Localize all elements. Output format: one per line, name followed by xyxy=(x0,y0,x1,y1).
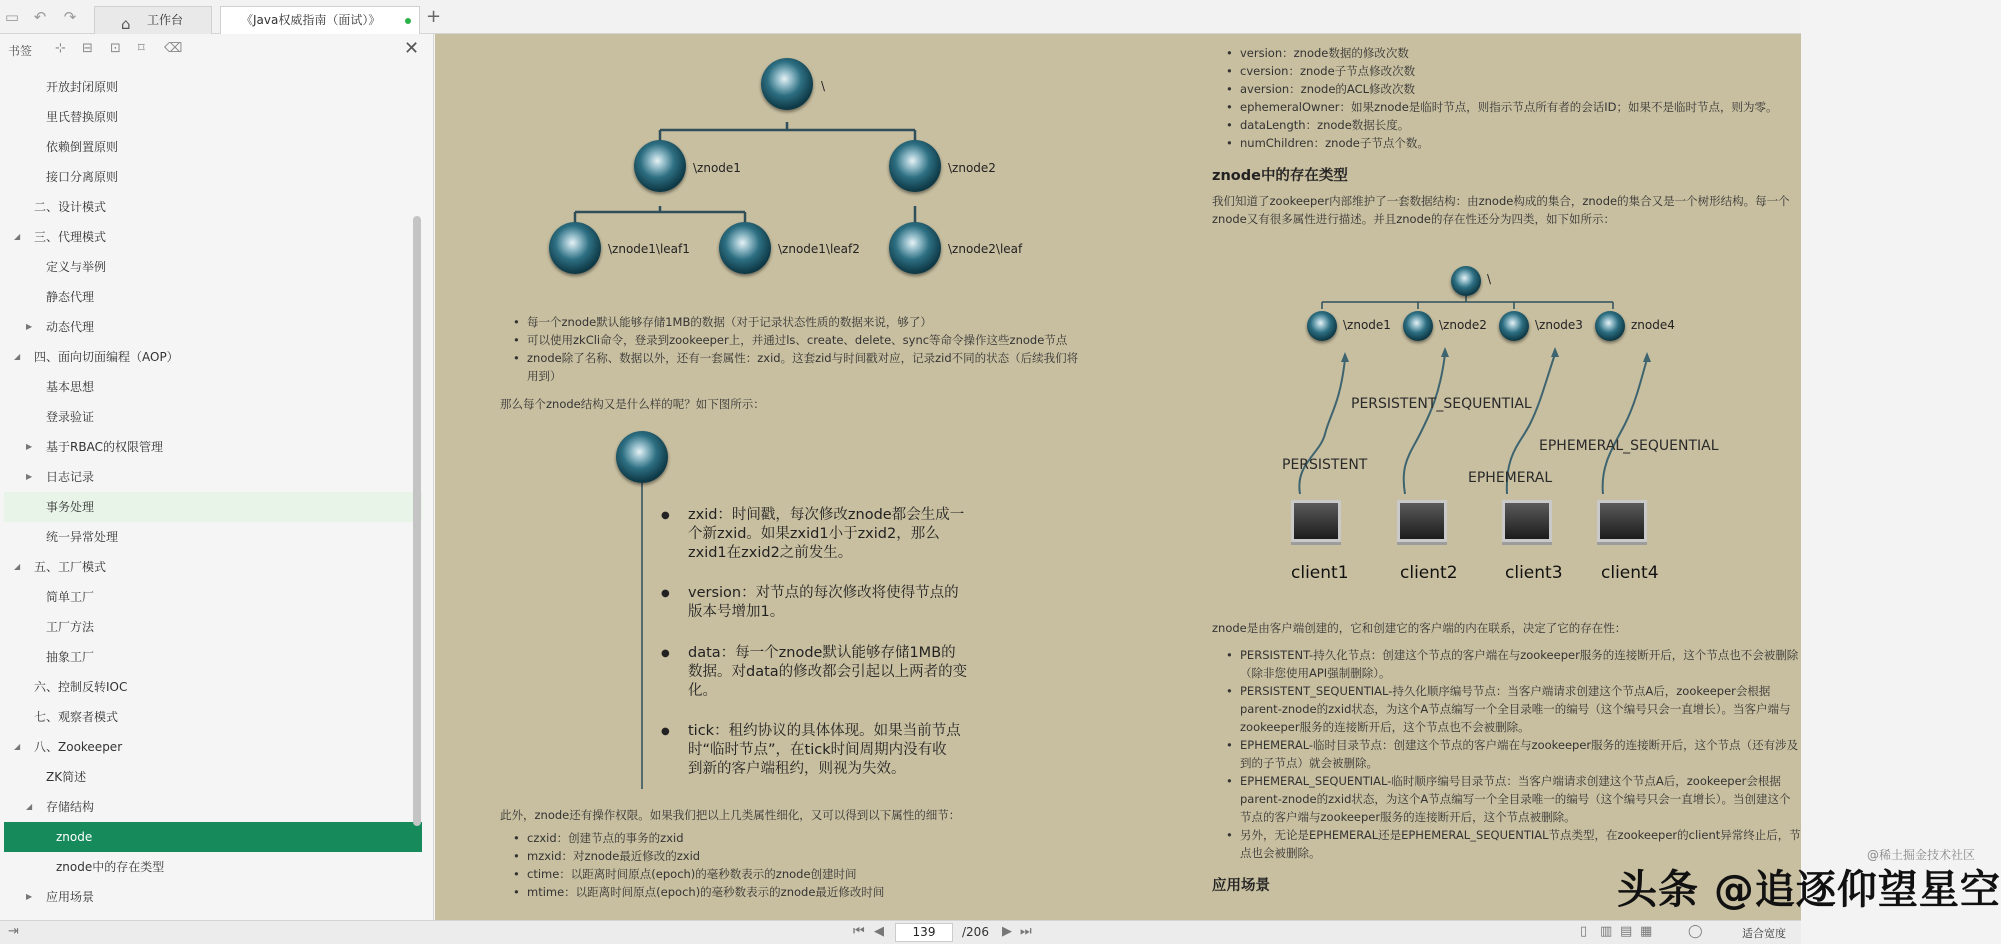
paragraph-line: 我们知道了zookeeper内部维护了一套数据结构：由znode构成的集合，znode的集合又是一个树形结构。每一个 xyxy=(1212,194,1790,208)
znode2-label: \znode2 xyxy=(948,161,996,175)
tab-home-label: 工作台 xyxy=(147,13,184,27)
list-line: • EPHEMERAL-临时目录节点：创建这个节点的客户端在与zookeeper服务的连接断开后，这个节点（还有涉及 xyxy=(1240,738,1799,752)
sidebar-item-label: 四、面向切面编程（AOP） xyxy=(34,350,179,364)
sidebar-item[interactable] xyxy=(4,672,422,702)
single-page-icon[interactable]: ▯ xyxy=(1580,924,1588,939)
sidebar-item-label: 事务处理 xyxy=(46,500,95,514)
type-label-persistent: PERSISTENT xyxy=(1282,457,1368,473)
delete-icon[interactable]: ⌫ xyxy=(164,41,183,56)
sidebar-item-label: 里氏替换原则 xyxy=(46,110,119,124)
list-item: • czxid：创建节点的事务的zxid xyxy=(527,829,684,847)
last-page-icon[interactable]: ⏭ xyxy=(1020,924,1032,939)
sidebar-item-label: 依赖倒置原则 xyxy=(46,140,119,154)
prop-line: 版本号增加1。 xyxy=(688,604,785,620)
unsaved-dot-icon xyxy=(405,18,411,24)
root-node-icon xyxy=(1451,266,1481,296)
sidebar-scrollbar[interactable] xyxy=(413,216,421,826)
prop-line: ● tick：租约协议的具体体现。如果当前节点 xyxy=(688,723,961,739)
redo-icon[interactable]: ↷ xyxy=(63,8,77,26)
type-label-persistent-sequential: PERSISTENT_SEQUENTIAL xyxy=(1351,396,1532,412)
sidebar-item-label: 定义与举例 xyxy=(46,260,107,274)
leaf1-icon xyxy=(549,222,601,274)
znode1-icon xyxy=(1307,311,1337,341)
znode1-label: \znode1 xyxy=(693,161,741,175)
question-text: 那么每个znode结构又是什么样的呢？如下图所示： xyxy=(500,397,765,411)
sidebar-item[interactable] xyxy=(4,702,422,732)
sidebar-item[interactable] xyxy=(4,102,422,132)
list-item: • ctime：以距离时间原点(epoch)的毫秒数表示的znode创建时间 xyxy=(527,865,857,883)
sidebar-item-label: 七、观察者模式 xyxy=(34,710,119,724)
top-toolbar xyxy=(0,0,1801,34)
home-icon: ⌂ xyxy=(121,15,131,33)
list-line: 节点的客户端与zookeeper服务的连接断开后，这个节点被删除。 xyxy=(1240,810,1576,824)
sidebar-item-label: 接口分离原则 xyxy=(46,170,119,184)
sidebar-item[interactable] xyxy=(4,492,422,522)
root-node-label: \ xyxy=(821,79,826,93)
save-icon[interactable]: ▭ xyxy=(4,8,20,26)
sidebar-item[interactable] xyxy=(4,822,422,852)
sidebar-item-label: znode xyxy=(56,830,93,844)
sidebar-item-label: 基于RBAC的权限管理 xyxy=(46,440,163,454)
znode-icon xyxy=(616,431,668,483)
list-item: • cversion：znode子节点修改次数 xyxy=(1240,62,1415,80)
sidebar-item-label: 三、代理模式 xyxy=(34,230,107,244)
page-number-input[interactable]: 139 xyxy=(895,923,953,942)
sidebar-item-label: 登录验证 xyxy=(46,410,95,424)
list-item xyxy=(1240,646,1798,682)
sidebar-item[interactable] xyxy=(4,462,422,492)
computer-icon xyxy=(1291,500,1341,542)
leaf2-label: \znode1\leaf2 xyxy=(778,242,860,256)
expanded-arrow-icon[interactable]: ◢ xyxy=(14,352,21,361)
list-line: 点也会被删除。 xyxy=(1240,846,1321,860)
sidebar-item[interactable] xyxy=(4,222,422,252)
paragraph-line: znode是由客户端创建的，它和创建它的客户端的内在联系，决定了它的存在性： xyxy=(1212,621,1627,635)
add-bookmark-icon[interactable]: ⊡ xyxy=(110,41,121,56)
tab-home[interactable] xyxy=(94,6,212,34)
paragraph-line: znode又有很多属性进行描述。并且znode的存在性还分为四类，如下如所示： xyxy=(1212,212,1615,226)
type-label-ephemeral: EPHEMERAL xyxy=(1468,470,1553,486)
list-item: • version：znode数据的修改次数 xyxy=(1240,44,1409,62)
znode2-icon xyxy=(889,140,941,192)
list-item xyxy=(1240,682,1791,736)
tab-document-label: 《Java权威指南（面试）》 xyxy=(241,13,381,27)
list-item: • ephemeralOwner：如果znode是临时节点，则指示节点所有者的会话ID；如果不是临时节点，则为零。 xyxy=(1240,98,1778,116)
list-line: parent-znode的zxid状态，为这个A节点编写一个全目录唯一的编号（这个编号只会一直增长）。当创建这个 xyxy=(1240,792,1791,806)
sidebar-item-label: 应用场景 xyxy=(46,890,95,904)
znode1-icon xyxy=(634,140,686,192)
list-item xyxy=(1240,736,1798,772)
list-item: • mzxid：对znode最近修改的zxid xyxy=(527,847,700,865)
list-item: • dataLength：znode数据长度。 xyxy=(1240,116,1409,134)
section-heading: znode中的存在类型 xyxy=(1212,168,1348,184)
leaf2-icon xyxy=(719,222,771,274)
expanded-arrow-icon[interactable]: ◢ xyxy=(26,802,33,811)
watermark: 头条 @追逐仰望星空 xyxy=(1617,867,2001,913)
prop-version xyxy=(688,584,959,622)
list-item: • numChildren：znode子节点个数。 xyxy=(1240,134,1429,152)
close-icon[interactable]: ✕ xyxy=(404,38,420,59)
sidebar-item[interactable] xyxy=(4,612,422,642)
list-line: • PERSISTENT_SEQUENTIAL-持久化顺序编号节点：当客户端请求创建这个节点A后，zookeeper会根据 xyxy=(1240,684,1771,698)
znode1-label: \znode1 xyxy=(1343,318,1391,332)
prop-line: 时“临时节点”，在tick时间周期内没有收 xyxy=(688,742,947,758)
bookmark-sidebar xyxy=(0,34,434,920)
status-bar xyxy=(0,920,1801,944)
sidebar-item[interactable] xyxy=(4,642,422,672)
section-heading: 应用场景 xyxy=(1212,878,1270,894)
expand-all-icon[interactable]: ⊹ xyxy=(55,41,66,56)
sidebar-toggle-icon[interactable]: ⇥ xyxy=(8,924,19,939)
prop-line: 化。 xyxy=(688,683,717,699)
prop-line: ● data：每一个znode默认能够存储1MB的 xyxy=(688,645,956,661)
fit-width-label[interactable]: 适合宽度 xyxy=(1742,927,1786,940)
sidebar-item-label: 工厂方法 xyxy=(46,620,95,634)
list-line: • 另外，无论是EPHEMERAL还是EPHEMERAL_SEQUENTIAL节点类型，在zookeeper的client异常终止后，节 xyxy=(1240,828,1801,842)
expanded-arrow-icon[interactable]: ◢ xyxy=(14,742,21,751)
expanded-arrow-icon[interactable]: ◢ xyxy=(14,232,21,241)
znode2-leaf-icon xyxy=(889,222,941,274)
next-page-icon[interactable]: ▶ xyxy=(1002,924,1012,939)
new-tab-button[interactable]: + xyxy=(426,6,442,27)
computer-icon xyxy=(1397,500,1447,542)
sidebar-item[interactable] xyxy=(4,882,422,912)
znode3-label: \znode3 xyxy=(1535,318,1583,332)
sidebar-item-label: 二、设计模式 xyxy=(34,200,107,214)
sidebar-item[interactable] xyxy=(4,192,422,222)
sidebar-item[interactable] xyxy=(4,282,422,312)
double-page-icon[interactable]: ▥ xyxy=(1600,924,1613,939)
sidebar-item[interactable] xyxy=(4,432,422,462)
root-node-label: \ xyxy=(1487,272,1492,286)
collapsed-arrow-icon[interactable]: ▶ xyxy=(26,472,33,481)
znode2-icon xyxy=(1403,311,1433,341)
list-line: zookeeper服务的连接断开后，这个节点也不会被删除。 xyxy=(1240,720,1530,734)
sidebar-item-label: 抽象工厂 xyxy=(46,650,95,664)
document-page xyxy=(435,34,2001,920)
prop-line: zxid1在zxid2之前发生。 xyxy=(688,545,853,561)
sidebar-item[interactable] xyxy=(4,162,422,192)
sidebar-item[interactable] xyxy=(4,72,422,102)
sidebar-item[interactable] xyxy=(4,312,422,342)
list-item xyxy=(1240,772,1791,826)
sidebar-item[interactable] xyxy=(4,402,422,432)
page-total: /206 xyxy=(962,925,989,939)
list-line: 到的子节点）就会被删除。 xyxy=(1240,756,1378,770)
sidebar-header xyxy=(0,34,434,64)
znode2-label: \znode2 xyxy=(1439,318,1487,332)
list-item: • 可以使用zkCli命令，登录到zookeeper上，并通过ls、create、delete、sync等命令操作这些znode节点 xyxy=(527,331,1067,349)
list-item: • znode除了名称、数据以外，还有一套属性：zxid。这套zid与时间戳对应，记录zid不同的状态（后续我们将 xyxy=(527,349,1078,367)
sidebar-item-label: 八、Zookeeper xyxy=(34,740,123,754)
first-page-icon[interactable]: ⏮ xyxy=(853,924,865,939)
sidebar-item-label: 六、控制反转IOC xyxy=(34,680,128,694)
more-text: 此外，znode还有操作权限。如果我们把以上几类属性细化，又可以得到以下属性的细节： xyxy=(500,808,961,822)
list-line: • PERSISTENT-持久化节点：创建这个节点的客户端在与zookeeper服务的连接断开后，这个节点也不会被删除 xyxy=(1240,648,1799,662)
list-item: • mtime：以距离时间原点(epoch)的毫秒数表示的znode最近修改时间 xyxy=(527,883,884,901)
expanded-arrow-icon[interactable]: ◢ xyxy=(14,562,21,571)
prop-tick xyxy=(688,722,961,779)
prop-line: ● zxid：时间戳，每次修改znode都会生成一 xyxy=(688,507,965,523)
leaf1-label: \znode1\leaf1 xyxy=(608,242,690,256)
sidebar-item[interactable] xyxy=(4,552,422,582)
sidebar-item-label: 日志记录 xyxy=(46,470,95,484)
computer-icon xyxy=(1502,500,1552,542)
root-node-icon xyxy=(761,58,813,110)
znode3-icon xyxy=(1499,311,1529,341)
book-icon[interactable]: ▦ xyxy=(1640,924,1653,939)
collapsed-arrow-icon[interactable]: ▶ xyxy=(26,322,33,331)
znode4-icon xyxy=(1595,311,1625,341)
prop-line: ● version：对节点的每次修改将使得节点的 xyxy=(688,585,959,601)
client3-label: client3 xyxy=(1505,563,1563,583)
continuous-icon[interactable]: ▤ xyxy=(1620,924,1633,939)
prop-line: 到新的客户端租约，则视为失效。 xyxy=(688,761,906,777)
sidebar-item[interactable] xyxy=(4,132,422,162)
client2-label: client2 xyxy=(1400,563,1458,583)
list-item: • aversion：znode的ACL修改次数 xyxy=(1240,80,1415,98)
prev-page-icon[interactable]: ◀ xyxy=(874,924,884,939)
watermark-secondary: @稀土掘金技术社区 xyxy=(1867,848,1976,862)
sidebar-item[interactable] xyxy=(4,852,422,882)
znode2-leaf-label: \znode2\leaf xyxy=(948,242,1023,256)
prop-line: 个新zxid。如果zxid1小于zxid2，那么 xyxy=(688,526,940,542)
undo-icon[interactable]: ↶ xyxy=(33,8,47,26)
collapse-all-icon[interactable]: ⊟ xyxy=(82,41,93,56)
type-label-ephemeral-sequential: EPHEMERAL_SEQUENTIAL xyxy=(1539,438,1719,454)
sidebar-title: 书签 xyxy=(8,44,33,58)
sidebar-item-label: 动态代理 xyxy=(46,320,95,334)
computer-icon xyxy=(1597,500,1647,542)
list-line: parent-znode的zxid状态，为这个A节点编写一个全目录唯一的编号（这个编号只会一直增长）。当客户端与 xyxy=(1240,702,1791,716)
sidebar-item-label: ZK简述 xyxy=(46,770,87,784)
list-item: • 每一个znode默认能够存储1MB的数据（对于记录状态性质的数据来说，够了） xyxy=(527,313,932,331)
prop-data xyxy=(688,644,967,701)
sidebar-item[interactable] xyxy=(4,252,422,282)
client1-label: client1 xyxy=(1291,563,1349,583)
sidebar-item[interactable] xyxy=(4,732,422,762)
collapsed-arrow-icon[interactable]: ▶ xyxy=(26,442,33,451)
collapsed-arrow-icon[interactable]: ▶ xyxy=(26,892,33,901)
sidebar-item-label: 统一异常处理 xyxy=(46,530,119,544)
tab-document[interactable] xyxy=(220,6,420,34)
list-line: • EPHEMERAL_SEQUENTIAL-临时顺序编号目录节点：当客户端请求创建这个节点A后，zookeeper会根据 xyxy=(1240,774,1781,788)
sidebar-item-label: 静态代理 xyxy=(46,290,95,304)
prop-line: 数据。对data的修改都会引起以上两者的变 xyxy=(688,664,968,680)
sidebar-item-label: 存储结构 xyxy=(46,800,95,814)
list-line: （除非您使用API强制删除）。 xyxy=(1240,666,1391,680)
bookmark-icon[interactable]: ⌑ xyxy=(138,41,145,56)
sidebar-item[interactable] xyxy=(4,792,422,822)
list-item-cont: 用到） xyxy=(527,369,562,383)
sidebar-item-label: 简单工厂 xyxy=(46,590,95,604)
sidebar-item-label: znode中的存在类型 xyxy=(56,860,165,874)
bookmark-list xyxy=(4,72,422,912)
sidebar-item[interactable] xyxy=(4,582,422,612)
sidebar-item-label: 基本思想 xyxy=(46,380,95,394)
prop-zxid xyxy=(688,506,964,563)
list-item xyxy=(1240,826,1801,862)
sidebar-item[interactable] xyxy=(4,522,422,552)
zoom-icon[interactable]: ◯ xyxy=(1688,924,1703,939)
sidebar-item[interactable] xyxy=(4,762,422,792)
sidebar-item-label: 开放封闭原则 xyxy=(46,80,119,94)
client4-label: client4 xyxy=(1601,563,1659,583)
sidebar-item[interactable] xyxy=(4,372,422,402)
sidebar-item[interactable] xyxy=(4,342,422,372)
znode4-label: znode4 xyxy=(1631,318,1675,332)
sidebar-item-label: 五、工厂模式 xyxy=(34,560,107,574)
